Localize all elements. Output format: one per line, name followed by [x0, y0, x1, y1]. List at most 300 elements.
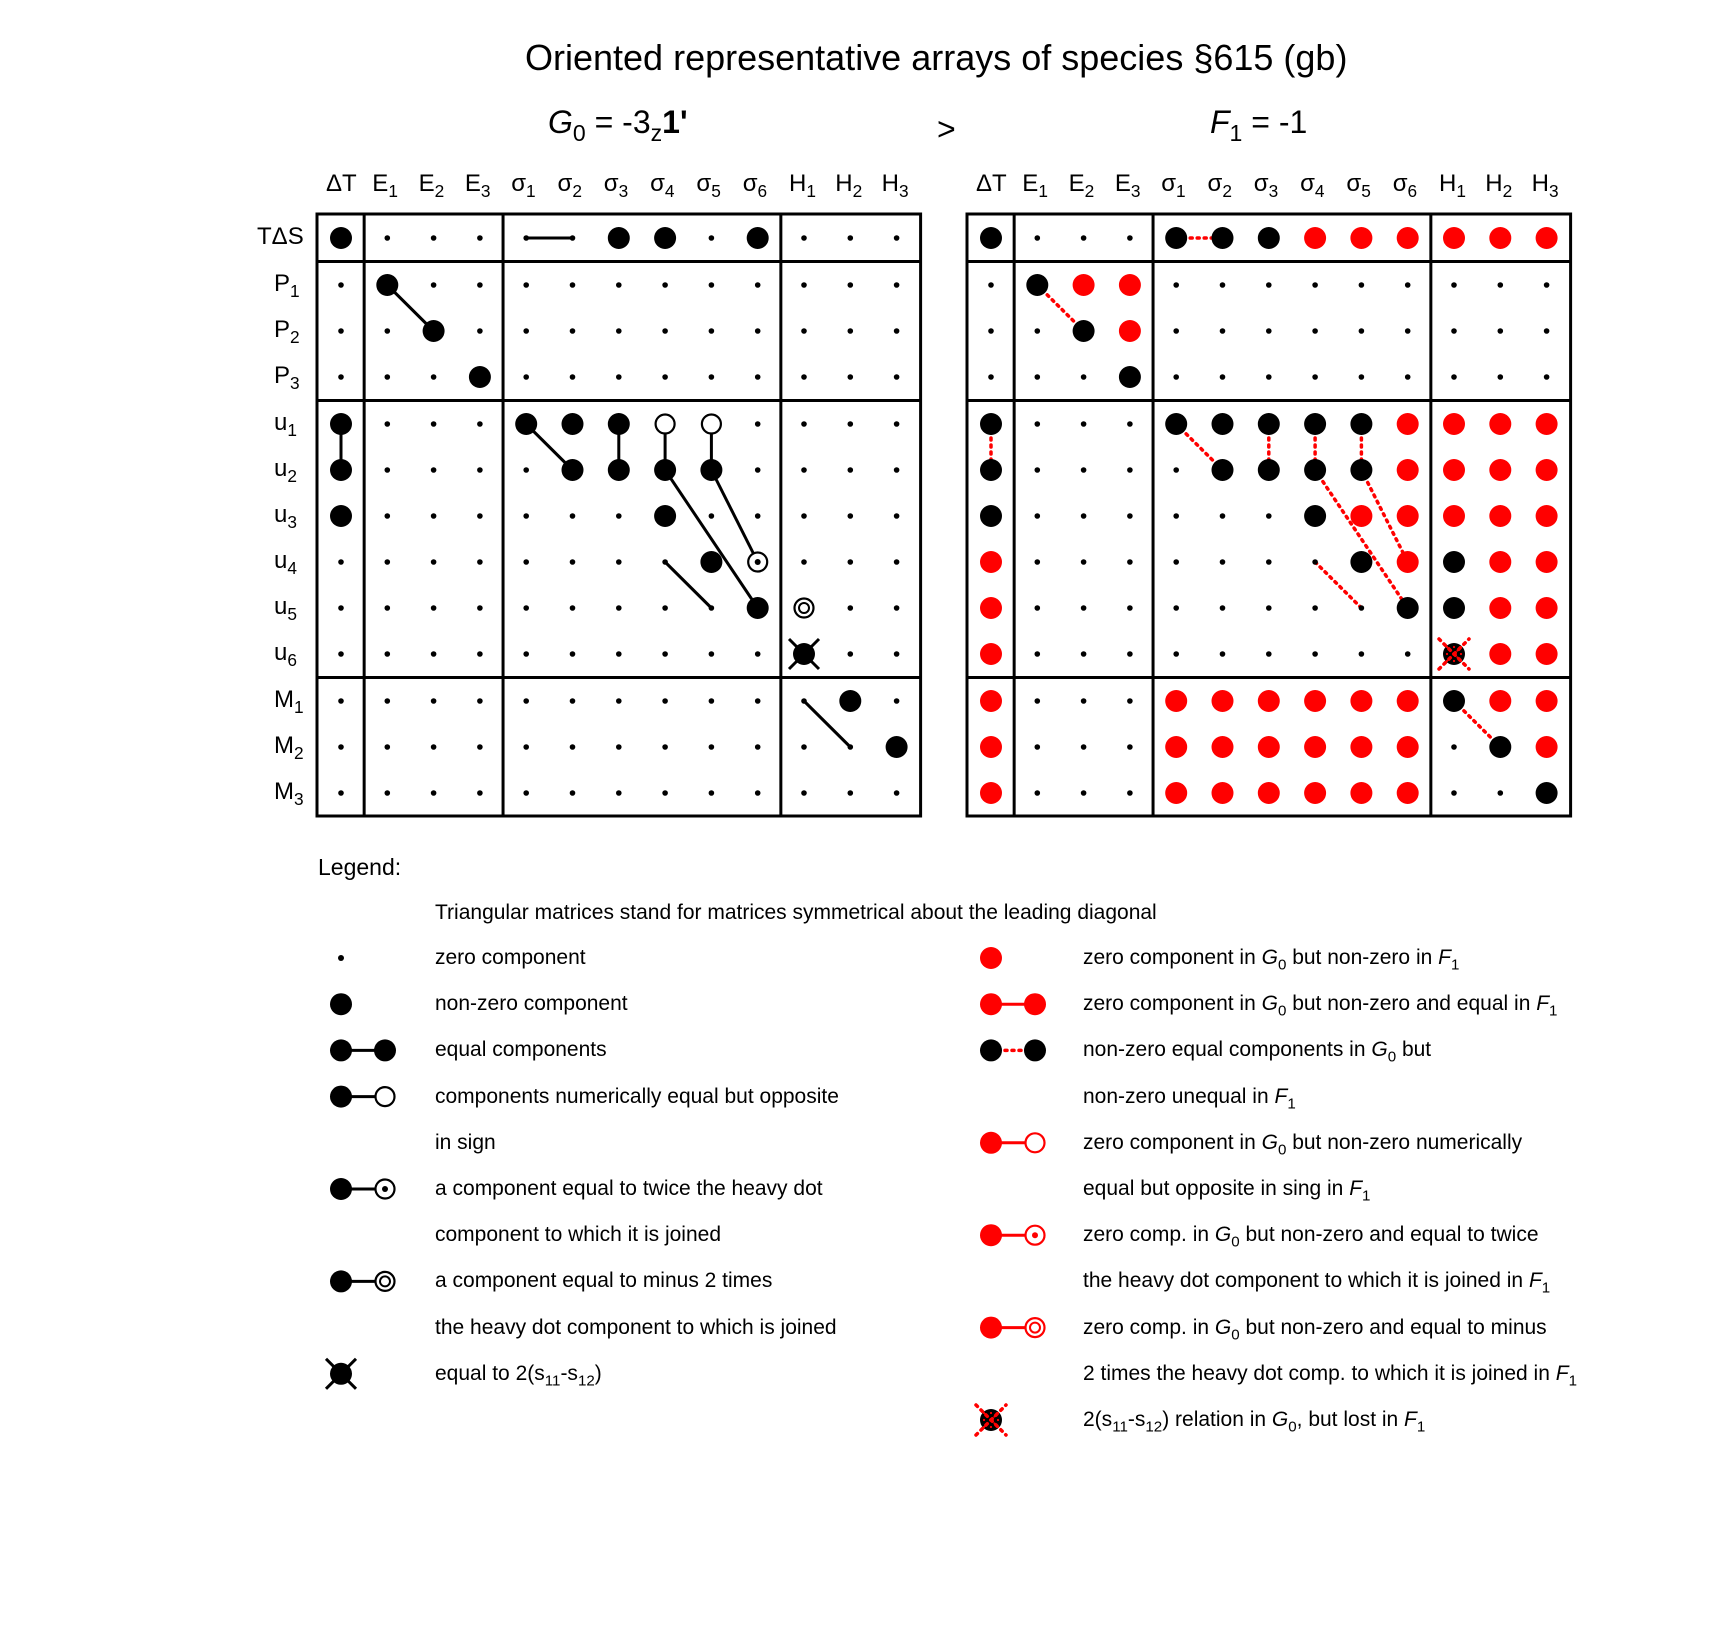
cell-G0-r0-c3: [477, 235, 483, 241]
cell-G0-r12-c9: [755, 790, 761, 796]
cell-G0-r11-c0: [338, 744, 344, 750]
legend-right-text: zero comp. in $G_0$ but non-zero and equal to minus: [1083, 1315, 1547, 1343]
legend-left-text: non-zero component: [435, 992, 628, 1016]
cell-G0-r3-c10: [801, 374, 807, 380]
cell-G0-r11-c1: [385, 744, 391, 750]
cell-F1-r0-c5: [1212, 227, 1234, 249]
legend-right-text: the heavy dot component to which it is joined in $F_1$: [1083, 1269, 1551, 1297]
cell-F1-r9-c2: [1081, 651, 1087, 657]
cell-F1-r9-c10-hatch: [1456, 649, 1458, 651]
cell-F1-r6-c10: [1443, 505, 1465, 527]
cell-F1-r4-c0: [980, 413, 1002, 435]
cell-F1-r6-c0: [980, 505, 1002, 527]
cell-F1-r9-c10-hatch: [1460, 653, 1462, 655]
column-header: $\sigma_3$: [1253, 170, 1279, 202]
column-header: $\sigma_6$: [1392, 170, 1418, 202]
cell-F1-r2-c4: [1173, 328, 1179, 334]
cell-F1-r7-c9: [1397, 551, 1419, 573]
cell-G0-r3-c3: [469, 366, 491, 388]
cell-G0-r2-c4: [523, 328, 529, 334]
cell-G0-r12-c12: [894, 790, 900, 796]
legend-left-text: a component equal to twice the heavy dot: [435, 1177, 823, 1200]
row-header: $u_4$: [274, 547, 297, 579]
cell-G0-r6-c2: [431, 513, 437, 519]
cell-G0-r12-c1: [385, 790, 391, 796]
legend-symbol-link-twice-4: [330, 1178, 352, 1200]
cell-F1-r8-c5: [1220, 605, 1226, 611]
cell-G0-r10-c2: [431, 698, 437, 704]
row-header: $M_1$: [274, 686, 304, 718]
cell-F1-r3-c10: [1451, 374, 1457, 380]
row-header: $u_2$: [274, 455, 297, 487]
column-header: $\sigma_2$: [1207, 170, 1232, 202]
cell-F1-r9-c9: [1405, 651, 1411, 657]
cell-G0-r0-c11: [848, 235, 854, 241]
cell-F1-r3-c6: [1266, 374, 1272, 380]
cell-G0-r7-c11: [848, 559, 854, 565]
cell-F1-r5-c9: [1397, 459, 1419, 481]
cell-F1-r6-c9: [1397, 505, 1419, 527]
cell-F1-r8-c12: [1536, 597, 1558, 619]
legend-left-text: equal to $2(s_{11}-s_{12})$: [435, 1361, 602, 1390]
cell-G0-r5-c11: [848, 467, 854, 473]
cell-F1-r5-c11: [1489, 459, 1511, 481]
cell-G0-r9-c4: [523, 651, 529, 657]
cell-F1-r5-c6: [1258, 459, 1280, 481]
cell-G0-r11-c10: [801, 744, 807, 750]
legend-symbol-red-dot-0: [980, 947, 1002, 969]
cell-F1-r9-c4: [1173, 651, 1179, 657]
cell-G0-r0-c8: [709, 235, 715, 241]
cell-F1-r8-c8: [1359, 605, 1365, 611]
cell-G0-r5-c12: [894, 467, 900, 473]
cell-G0-r12-c6: [616, 790, 622, 796]
cell-G0-r5-c4: [523, 467, 529, 473]
cell-F1-r1-c3: [1119, 274, 1141, 296]
cell-G0-r7-c10: [801, 559, 807, 565]
cell-G0-r10-c1: [385, 698, 391, 704]
cell-G0-r7-c9-core: [755, 559, 761, 565]
cell-G0-r3-c6: [616, 374, 622, 380]
cell-G0-r9-c3: [477, 651, 483, 657]
cell-G0-r3-c1: [385, 374, 391, 380]
cell-G0-r1-c0: [338, 282, 344, 288]
cell-F1-r9-c0: [980, 643, 1002, 665]
cell-F1-r7-c1: [1035, 559, 1041, 565]
cell-G0-r1-c12: [894, 282, 900, 288]
cell-G0-r10-c12: [894, 698, 900, 704]
cell-F1-r8-c10: [1443, 597, 1465, 619]
legend-symbol-red-link-equal-1: [980, 993, 1002, 1015]
row-header: TΔS: [257, 223, 304, 250]
cell-G0-r4-c2: [431, 421, 437, 427]
column-header: ΔT: [326, 170, 357, 197]
cell-F1-r11-c1: [1035, 744, 1041, 750]
cell-F1-r4-c3: [1127, 421, 1133, 427]
cell-F1-r3-c0: [988, 374, 994, 380]
cell-F1-r1-c12: [1544, 282, 1550, 288]
legend-symbol-lost-cross-6-hatch: [997, 1419, 999, 1421]
cell-G0-r6-c5: [570, 513, 576, 519]
cell-F1-r2-c5: [1220, 328, 1226, 334]
cell-F1-r2-c9: [1405, 328, 1411, 334]
cell-G0-r0-c0: [330, 227, 352, 249]
cell-F1-r7-c7: [1312, 559, 1318, 565]
legend-left-text: in sign: [435, 1130, 496, 1154]
cell-G0-r10-c6: [616, 698, 622, 704]
cell-G0-r10-c0: [338, 698, 344, 704]
cell-G0-r3-c4: [523, 374, 529, 380]
cell-F1-r1-c9: [1405, 282, 1411, 288]
cell-G0-r2-c7: [662, 328, 668, 334]
cell-F1-r11-c0: [980, 736, 1002, 758]
cell-F1-r1-c7: [1312, 282, 1318, 288]
legend-right-text: equal but opposite in sing in $F_1$: [1083, 1177, 1371, 1205]
cell-F1-r0-c7: [1304, 227, 1326, 249]
legend-right-text: zero component in $G_0$ but non-zero numerically: [1083, 1130, 1523, 1159]
legend-symbol-link-equal-2: [330, 1039, 352, 1061]
column-header: $\sigma_4$: [650, 170, 675, 202]
cell-F1-r11-c12: [1536, 736, 1558, 758]
cell-G0-r9-c0: [338, 651, 344, 657]
cell-G0-r3-c7: [662, 374, 668, 380]
legend-right-text: non-zero equal components in $G_0$ but: [1083, 1038, 1432, 1066]
column-header: $E_2$: [418, 170, 445, 202]
legend-symbol-red-link-twice-4: [980, 1224, 1002, 1246]
cell-F1-r11-c4: [1165, 736, 1187, 758]
cell-G0-r4-c3: [477, 421, 483, 427]
cell-F1-r10-c7: [1304, 690, 1326, 712]
cell-F1-r5-c7: [1304, 459, 1326, 481]
cell-F1-r1-c6: [1266, 282, 1272, 288]
cell-F1-r1-c0: [988, 282, 994, 288]
cell-G0-r6-c3: [477, 513, 483, 519]
cell-F1-r8-c1: [1035, 605, 1041, 611]
cell-F1-r1-c11: [1498, 282, 1504, 288]
cell-F1-r7-c10: [1443, 551, 1465, 573]
cell-G0-r4-c9: [755, 421, 761, 427]
row-header: $M_3$: [274, 778, 304, 810]
cell-G0-r4-c1: [385, 421, 391, 427]
cell-F1-r0-c10: [1443, 227, 1465, 249]
row-header: $u_3$: [274, 501, 297, 533]
cell-G0-r4-c8: [702, 415, 721, 434]
cell-F1-r2-c7: [1312, 328, 1318, 334]
cell-F1-r2-c0: [988, 328, 994, 334]
cell-G0-r12-c4: [523, 790, 529, 796]
cell-F1-r5-c12: [1536, 459, 1558, 481]
row-header: $M_2$: [274, 732, 304, 764]
cell-G0-r8-c4: [523, 605, 529, 611]
cell-F1-r11-c2: [1081, 744, 1087, 750]
cell-F1-r5-c10: [1443, 459, 1465, 481]
cell-G0-r9-c9: [755, 651, 761, 657]
cell-F1-r2-c6: [1266, 328, 1272, 334]
cell-F1-r4-c4: [1165, 413, 1187, 435]
cell-G0-r2-c1: [385, 328, 391, 334]
cell-G0-r7-c5: [570, 559, 576, 565]
cell-F1-r2-c3: [1119, 320, 1141, 342]
cell-F1-r11-c9: [1397, 736, 1419, 758]
cell-G0-r2-c8: [709, 328, 715, 334]
cell-G0-r7-c8: [700, 551, 722, 573]
cell-F1-r10-c6: [1258, 690, 1280, 712]
cell-F1-r12-c1: [1035, 790, 1041, 796]
cell-G0-r9-c1: [385, 651, 391, 657]
legend-right-text: zero component in $G_0$ but non-zero and equal in $F_1$: [1083, 992, 1558, 1020]
cell-G0-r7-c7: [662, 559, 668, 565]
legend-symbol-red-link-twice-4-c: [1032, 1232, 1038, 1238]
legend-symbol-link-equal-2-b: [374, 1039, 396, 1061]
legend-symbol-link-minus2-5-c: [380, 1276, 390, 1286]
legend-title: Legend:: [318, 854, 402, 880]
cell-G0-r2-c11: [848, 328, 854, 334]
cell-G0-r6-c4: [523, 513, 529, 519]
cell-F1-r3-c11: [1498, 374, 1504, 380]
legend-symbol-dotted-link-2-b: [1024, 1039, 1046, 1061]
cell-G0-r12-c10: [801, 790, 807, 796]
cell-F1-r10-c3: [1127, 698, 1133, 704]
cell-G0-r4-c5: [562, 413, 584, 435]
cell-F1-r12-c0: [980, 782, 1002, 804]
cell-F1-r7-c11: [1489, 551, 1511, 573]
cell-G0-r4-c6: [608, 413, 630, 435]
cell-F1-r6-c4: [1173, 513, 1179, 519]
cell-F1-r9-c5: [1220, 651, 1226, 657]
cell-F1-r9-c12: [1536, 643, 1558, 665]
cell-G0-r6-c9: [755, 513, 761, 519]
cell-F1-r4-c11: [1489, 413, 1511, 435]
legend-symbol-link-minus2-5: [330, 1270, 352, 1292]
cell-G0-r8-c3: [477, 605, 483, 611]
cell-G0-r12-c11: [848, 790, 854, 796]
cell-G0-r11-c5: [570, 744, 576, 750]
cell-F1-r9-c10-hatch: [1446, 653, 1448, 655]
legend-symbol-red-link-minus2-5-c: [1030, 1323, 1040, 1333]
cell-G0-r0-c10: [801, 235, 807, 241]
cell-G0-r8-c5: [570, 605, 576, 611]
cell-G0-r10-c9: [755, 698, 761, 704]
cell-F1-r6-c2: [1081, 513, 1087, 519]
cell-F1-r6-c12: [1536, 505, 1558, 527]
legend-symbol-lost-cross-6-hatch: [990, 1426, 992, 1428]
legend-symbol-lost-cross-6-hatch: [993, 1415, 995, 1417]
legend-symbol-lost-cross-6-hatch: [983, 1412, 985, 1414]
legend-symbol-lost-cross-6-hatch: [997, 1412, 999, 1414]
cell-F1-r7-c4: [1173, 559, 1179, 565]
cell-G0-r6-c7: [654, 505, 676, 527]
cell-G0-r11-c3: [477, 744, 483, 750]
row-header: $P_2$: [274, 316, 300, 348]
legend-symbol-lost-cross-6-hatch: [983, 1419, 985, 1421]
cell-G0-r5-c2: [431, 467, 437, 473]
cell-G0-r0-c9: [747, 227, 769, 249]
column-header: $H_1$: [789, 170, 816, 202]
cell-G0-r6-c11: [848, 513, 854, 519]
cell-G0-r6-c8: [709, 513, 715, 519]
column-header: $\sigma_4$: [1300, 170, 1325, 202]
panel-header-g0: $G_0 = -3_z1'$: [548, 104, 688, 147]
cell-G0-r2-c10: [801, 328, 807, 334]
legend-symbol-red-link-opposite-3: [980, 1132, 1002, 1154]
cell-F1-r5-c3: [1127, 467, 1133, 473]
cell-G0-r12-c5: [570, 790, 576, 796]
cell-F1-r8-c9: [1397, 597, 1419, 619]
cell-F1-r9-c10-hatch: [1453, 646, 1455, 648]
cell-F1-r10-c11: [1489, 690, 1511, 712]
cell-F1-r9-c1: [1035, 651, 1041, 657]
column-header: $H_3$: [881, 170, 909, 202]
cell-G0-r1-c1: [376, 274, 398, 296]
cell-F1-r5-c2: [1081, 467, 1087, 473]
cell-G0-r5-c8: [700, 459, 722, 481]
cell-F1-r8-c11: [1489, 597, 1511, 619]
cell-F1-r3-c7: [1312, 374, 1318, 380]
cell-F1-r0-c6: [1258, 227, 1280, 249]
cell-G0-r0-c5: [570, 235, 576, 241]
cell-F1-r7-c3: [1127, 559, 1133, 565]
cell-G0-r7-c6: [616, 559, 622, 565]
cell-F1-r12-c7: [1304, 782, 1326, 804]
cell-F1-r11-c7: [1304, 736, 1326, 758]
legend-symbol-big-dot-1: [330, 993, 352, 1015]
cell-F1-r7-c2: [1081, 559, 1087, 565]
cell-F1-r9-c10-hatch: [1446, 660, 1448, 662]
cell-F1-r12-c3: [1127, 790, 1133, 796]
cell-F1-r5-c5: [1212, 459, 1234, 481]
cell-G0-r3-c2: [431, 374, 437, 380]
cell-F1-r10-c0: [980, 690, 1002, 712]
cell-G0-r9-c5: [570, 651, 576, 657]
cell-G0-r2-c5: [570, 328, 576, 334]
cell-F1-r1-c1: [1026, 274, 1048, 296]
cell-G0-r1-c11: [848, 282, 854, 288]
cell-F1-r0-c3: [1127, 235, 1133, 241]
cell-F1-r0-c8: [1350, 227, 1372, 249]
cell-G0-r9-c7: [662, 651, 668, 657]
column-header: $E_2$: [1068, 170, 1095, 202]
cell-G0-r11-c8: [709, 744, 715, 750]
cell-G0-r10-c10: [801, 698, 807, 704]
cell-F1-r2-c8: [1359, 328, 1365, 334]
cell-F1-r6-c11: [1489, 505, 1511, 527]
cell-F1-r11-c8: [1350, 736, 1372, 758]
cell-G0-r11-c9: [755, 744, 761, 750]
cell-F1-r1-c10: [1451, 282, 1457, 288]
cell-F1-r12-c2: [1081, 790, 1087, 796]
legend-symbol-dotted-link-2: [980, 1039, 1002, 1061]
cell-G0-r8-c1: [385, 605, 391, 611]
cell-F1-r1-c5: [1220, 282, 1226, 288]
cell-F1-r5-c8: [1350, 459, 1372, 481]
cell-G0-r1-c8: [709, 282, 715, 288]
cell-F1-r9-c11: [1489, 643, 1511, 665]
column-header: $E_3$: [464, 170, 491, 202]
cell-G0-r1-c2: [431, 282, 437, 288]
cell-G0-r8-c0: [338, 605, 344, 611]
cell-G0-r3-c5: [570, 374, 576, 380]
legend-left-text: component to which it is joined: [435, 1223, 721, 1247]
legend-symbol-link-opposite-3-b: [376, 1087, 395, 1106]
cell-G0-r7-c3: [477, 559, 483, 565]
row-header: $u_5$: [274, 593, 297, 625]
legend-left-text: a component equal to minus 2 times: [435, 1269, 773, 1293]
cell-F1-r5-c1: [1035, 467, 1041, 473]
cell-G0-r4-c11: [848, 421, 854, 427]
cell-F1-r1-c8: [1359, 282, 1365, 288]
cell-G0-r8-c9: [747, 597, 769, 619]
legend-right-text: zero comp. in $G_0$ but non-zero and equal to twice: [1083, 1223, 1539, 1251]
legend-right-text: $2(s_{11}-s_{12})$ relation in $G_0$, but lost in $F_1$: [1083, 1408, 1426, 1436]
cell-G0-r4-c0: [330, 413, 352, 435]
cell-G0-r0-c7: [654, 227, 676, 249]
cell-F1-r4-c6: [1258, 413, 1280, 435]
cell-F1-r11-c6: [1258, 736, 1280, 758]
cell-F1-r1-c4: [1173, 282, 1179, 288]
cell-F1-r9-c6: [1266, 651, 1272, 657]
cell-G0-r8-c12: [894, 605, 900, 611]
cell-F1-r9-c10-hatch: [1449, 649, 1451, 651]
cell-G0-r1-c10: [801, 282, 807, 288]
cell-G0-r0-c6: [608, 227, 630, 249]
cell-F1-r12-c11: [1498, 790, 1504, 796]
legend-note: Triangular matrices stand for matrices symmetrical about the leading diagonal: [435, 901, 1157, 924]
cell-F1-r5-c4: [1173, 467, 1179, 473]
cell-G0-r7-c4: [523, 559, 529, 565]
cell-G0-r2-c12: [894, 328, 900, 334]
legend-symbol-lost-cross-6-hatch: [986, 1422, 988, 1424]
cell-F1-r1-c2: [1073, 274, 1095, 296]
legend-left-text: the heavy dot component to which is joined: [435, 1315, 837, 1339]
cell-G0-r5-c1: [385, 467, 391, 473]
cell-G0-r3-c0: [338, 374, 344, 380]
cell-G0-r8-c10-core: [799, 603, 809, 613]
cell-G0-r5-c9: [755, 467, 761, 473]
cell-G0-r6-c6: [616, 513, 622, 519]
column-header: $E_1$: [372, 170, 398, 202]
column-header: $\sigma_5$: [1346, 170, 1371, 202]
cell-G0-r5-c5: [562, 459, 584, 481]
column-header: $\sigma_2$: [557, 170, 582, 202]
cell-G0-r0-c1: [385, 235, 391, 241]
cell-G0-r8-c2: [431, 605, 437, 611]
link-F1-7: [1315, 470, 1408, 608]
cell-G0-r6-c0: [330, 505, 352, 527]
column-header: $\sigma_1$: [511, 170, 536, 202]
cell-G0-r10-c3: [477, 698, 483, 704]
cell-G0-r7-c2: [431, 559, 437, 565]
cell-F1-r4-c5: [1212, 413, 1234, 435]
cell-F1-r3-c5: [1220, 374, 1226, 380]
cell-F1-r4-c8: [1350, 413, 1372, 435]
row-header: $P_1$: [274, 270, 300, 302]
legend-right-text: non-zero unequal in $F_1$: [1083, 1084, 1296, 1112]
cell-G0-r4-c4: [515, 413, 537, 435]
cell-G0-r9-c6: [616, 651, 622, 657]
column-header: $H_1$: [1439, 170, 1466, 202]
cell-F1-r6-c8: [1350, 505, 1372, 527]
cell-G0-r0-c4: [523, 235, 529, 241]
cell-F1-r0-c9: [1397, 227, 1419, 249]
cell-G0-r0-c2: [431, 235, 437, 241]
cell-F1-r12-c9: [1397, 782, 1419, 804]
cell-F1-r8-c7: [1312, 605, 1318, 611]
cell-F1-r9-c10-hatch: [1453, 653, 1455, 655]
cell-G0-r11-c4: [523, 744, 529, 750]
cell-G0-r6-c1: [385, 513, 391, 519]
panel-header-f1: $F_1 = -1$: [1210, 104, 1308, 147]
cell-F1-r0-c12: [1536, 227, 1558, 249]
